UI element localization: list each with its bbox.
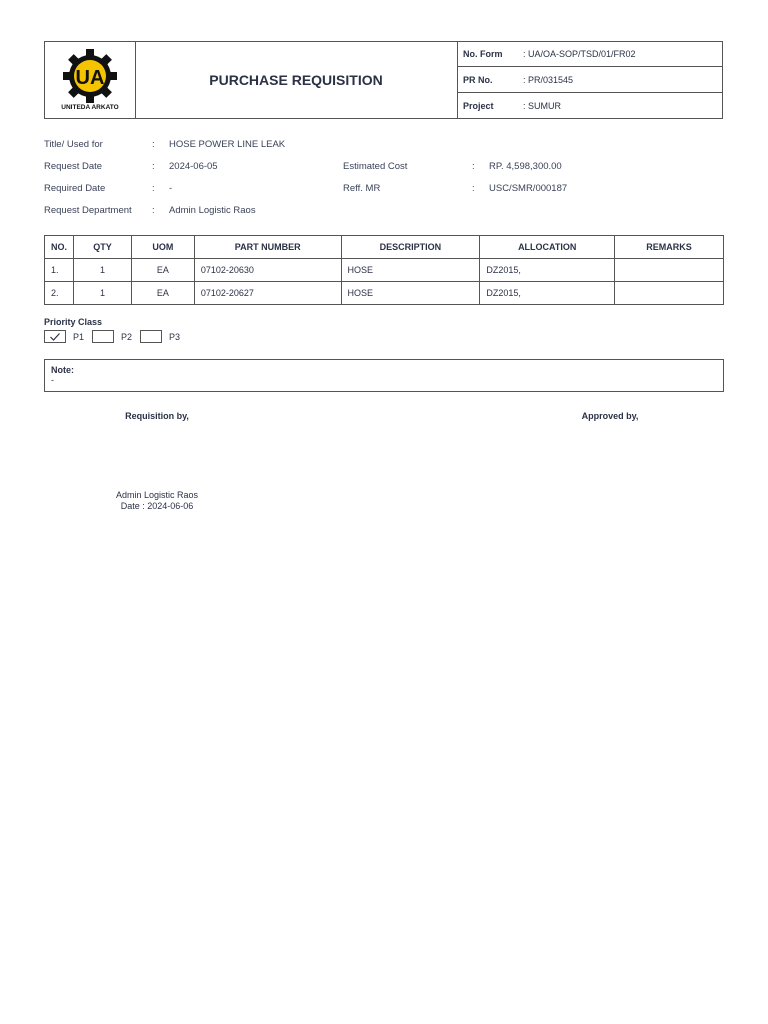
cell-remarks	[615, 282, 724, 305]
request-date-value: 2024-06-05	[169, 161, 218, 172]
colon: :	[152, 183, 155, 194]
reff-mr-label: Reff. MR	[343, 183, 381, 194]
cell-no: 2.	[45, 282, 74, 305]
document-title: PURCHASE REQUISITION	[135, 42, 458, 118]
colon: :	[152, 139, 155, 150]
column-header: UOM	[131, 236, 194, 259]
project-row	[457, 93, 722, 118]
required-date-label: Required Date	[44, 183, 106, 194]
column-header: PART NUMBER	[194, 236, 341, 259]
meta-label: No. Form	[463, 49, 503, 59]
company-logo	[45, 42, 136, 118]
colon: :	[472, 161, 475, 172]
required-date-value: -	[169, 183, 173, 194]
meta-value: : UA/OA-SOP/TSD/01/FR02	[523, 49, 636, 59]
priority-class-label: Priority Class	[44, 317, 103, 327]
colon: :	[152, 205, 155, 216]
meta-label: Project	[463, 100, 494, 111]
meta-value: : SUMUR	[523, 100, 561, 111]
priority-p3-label: P3	[169, 331, 181, 342]
cell-description: HOSE	[341, 259, 480, 282]
table-row	[45, 259, 724, 282]
column-header: DESCRIPTION	[341, 236, 480, 259]
requester-date: Date : 2024-06-06	[120, 501, 194, 511]
note-label: Note:	[51, 365, 74, 375]
checkmark-icon	[49, 332, 61, 342]
priority-p3-checkbox[interactable]	[140, 330, 162, 343]
request-date-label: Request Date	[44, 161, 103, 172]
svg-text:UNITEDA ARKATO: UNITEDA ARKATO	[61, 104, 119, 111]
reff-mr-value: USC/SMR/000187	[489, 183, 568, 194]
meta-value: : PR/031545	[523, 74, 574, 85]
priority-options	[44, 330, 180, 343]
document-header	[44, 41, 723, 119]
colon: :	[472, 183, 475, 194]
cell-allocation: DZ2015,	[480, 259, 615, 282]
cell-allocation: DZ2015,	[480, 282, 615, 305]
cell-no: 1.	[45, 259, 74, 282]
cell-part-number: 07102-20627	[194, 282, 341, 305]
table-header-row	[45, 236, 724, 259]
priority-p1-label: P1	[73, 331, 85, 342]
svg-text:UA: UA	[75, 67, 105, 89]
column-header: REMARKS	[615, 236, 724, 259]
cell-uom: EA	[131, 259, 194, 282]
priority-p1-checkbox[interactable]	[44, 330, 66, 343]
estimated-cost-value: RP. 4,598,300.00	[489, 161, 562, 172]
cell-part-number: 07102-20630	[194, 259, 341, 282]
request-department-label: Request Department	[44, 205, 132, 216]
title-value: HOSE POWER LINE LEAK	[169, 139, 286, 150]
column-header: QTY	[74, 236, 132, 259]
note-value: -	[51, 375, 54, 385]
title-label: Title/ Used for	[44, 139, 103, 150]
gear-logo-icon	[45, 42, 135, 118]
items-table	[44, 235, 724, 305]
meta-label: PR No.	[463, 74, 493, 85]
estimated-cost-label: Estimated Cost	[343, 161, 408, 172]
requisition-by-label: Requisition by,	[125, 411, 189, 421]
approved-by-label: Approved by,	[581, 411, 639, 421]
cell-description: HOSE	[341, 282, 480, 305]
cell-remarks	[615, 259, 724, 282]
cell-qty: 1	[74, 282, 132, 305]
note-box	[44, 359, 724, 392]
table-row	[45, 282, 724, 305]
colon: :	[152, 161, 155, 172]
request-department-value: Admin Logistic Raos	[169, 205, 256, 216]
priority-p2-label: P2	[121, 331, 133, 342]
column-header: NO.	[45, 236, 74, 259]
cell-qty: 1	[74, 259, 132, 282]
priority-p2-checkbox[interactable]	[92, 330, 114, 343]
form-number-row	[457, 42, 722, 67]
cell-uom: EA	[131, 282, 194, 305]
requester-name: Admin Logistic Raos	[115, 490, 199, 500]
column-header: ALLOCATION	[480, 236, 615, 259]
pr-number-row	[457, 67, 722, 93]
